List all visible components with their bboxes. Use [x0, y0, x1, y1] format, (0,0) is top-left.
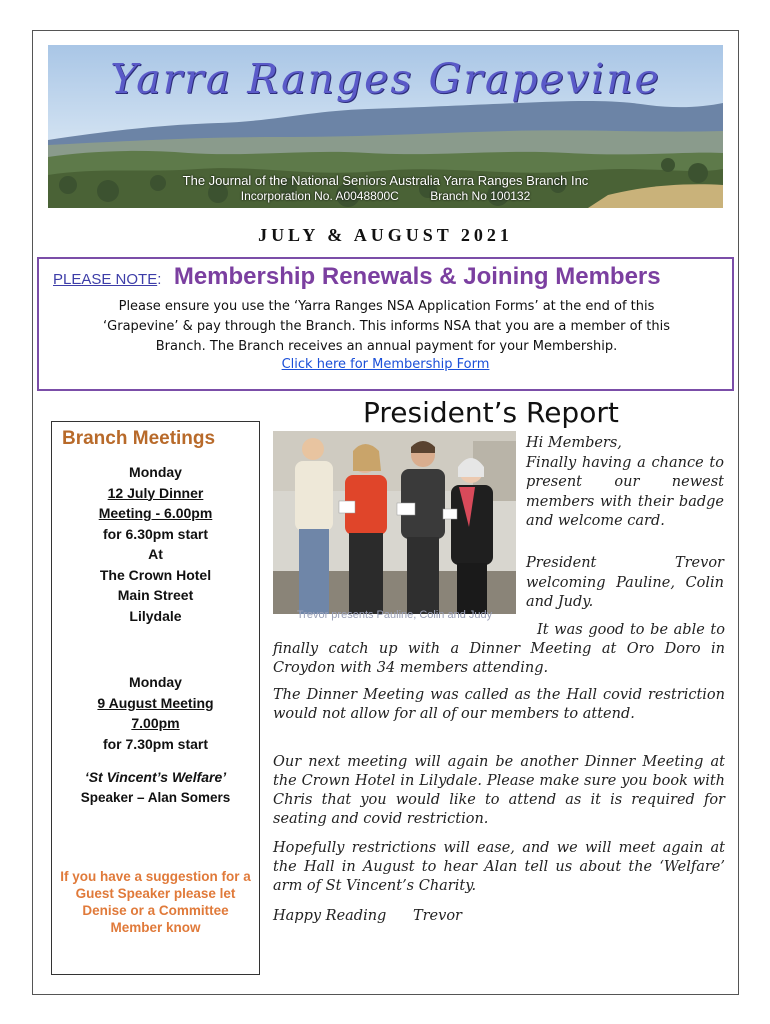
meeting-at: At — [148, 546, 163, 562]
meeting-date: 9 August Meeting — [97, 694, 214, 711]
signature: Trevor — [412, 908, 462, 924]
report-paragraph: Our next meeting will again be another Dinner Meeting at the Crown Hotel in Lilydale. Please make sure you book with Chris that you would like to attend as it is required for seating and covid restriction. — [273, 754, 725, 827]
report-paragraph: It was good to be able to finally catch up with a Dinner Meeting at Oro Doro in Croydon with 34 members attending. — [273, 622, 725, 676]
speaker-topic: ‘St Vincent’s Welfare’ — [84, 769, 227, 785]
sign-off-text: Happy Reading — [273, 908, 387, 924]
banner-registration — [48, 189, 723, 203]
notice-heading — [53, 263, 661, 291]
meeting-start: for 7.30pm start — [102, 735, 209, 752]
members-photo — [273, 431, 516, 614]
membership-form-link[interactable]: Click here for Membership Form — [281, 357, 490, 372]
notice-line: Please ensure you use the ‘Yarra Ranges NSA Application Forms’ at the end of this — [118, 299, 655, 314]
meeting-day: Monday — [129, 464, 182, 480]
report-paragraph: The Dinner Meeting was called as the Hall covid restriction would not allow for all of our members to attend. — [273, 687, 725, 722]
report-title: President’s Report — [363, 396, 619, 429]
sidebar-title: Branch Meetings — [62, 428, 216, 449]
meeting-august — [52, 672, 259, 754]
issue-date: JULY & AUGUST 2021 — [258, 225, 513, 245]
notice-line: Branch. The Branch receives an annual payment for your Membership. — [155, 339, 618, 354]
meeting-time: Meeting - 6.00pm — [98, 505, 213, 521]
meeting-time: 7.00pm — [131, 715, 180, 731]
masthead-banner — [48, 45, 723, 208]
membership-notice-box — [37, 257, 734, 391]
newsletter-page — [32, 30, 739, 995]
notice-colon: : — [157, 271, 162, 288]
banner-subtitle: The Journal of the National Seniors Australia Yarra Ranges Branch Inc — [182, 173, 589, 188]
please-note-label: PLEASE NOTE — [53, 271, 158, 288]
meeting-suburb: Lilydale — [129, 607, 182, 624]
notice-line: ‘Grapevine’ & pay through the Branch. This informs NSA that you are a member of this — [103, 319, 670, 334]
speaker-suggestion-note: If you have a suggestion for a Guest Speaker please let Denise or a Committee Member know — [60, 869, 251, 935]
photo-caption: Trevor presents Pauline, Colin and Judy — [296, 609, 493, 621]
banner-title: Yarra Ranges Grapevine — [110, 55, 661, 103]
welcome-text: President Trevor welcoming Pauline, Colin and Judy. — [526, 555, 724, 610]
speaker-name: Speaker – Alan Somers — [80, 789, 231, 805]
meeting-day: Monday — [129, 674, 182, 690]
notice-title: Membership Renewals & Joining Members — [173, 263, 661, 290]
intro-text: Finally having a chance to present our newest members with their badge and welcome card. — [526, 454, 724, 529]
meeting-start: for 6.30pm start — [102, 525, 209, 542]
notice-body — [59, 297, 714, 357]
guest-speaker — [52, 767, 259, 808]
meeting-july — [52, 462, 259, 626]
incorporation-number: Incorporation No. A0048800C — [240, 189, 399, 203]
report-intro — [526, 434, 724, 532]
meeting-street: Main Street — [117, 587, 194, 603]
meeting-date: 12 July Dinner — [107, 484, 204, 501]
greeting: Hi Members, — [526, 435, 622, 451]
sign-off — [273, 907, 725, 926]
branch-meetings-sidebar — [51, 421, 260, 975]
report-paragraph: Hopefully restrictions will ease, and we will meet again at the Hall in August to hear Alan tell us about the ‘Welfare’ arm of St Vincent’s Charity. — [273, 840, 725, 894]
meeting-venue: The Crown Hotel — [99, 566, 212, 583]
branch-number: Branch No 100132 — [430, 189, 531, 203]
